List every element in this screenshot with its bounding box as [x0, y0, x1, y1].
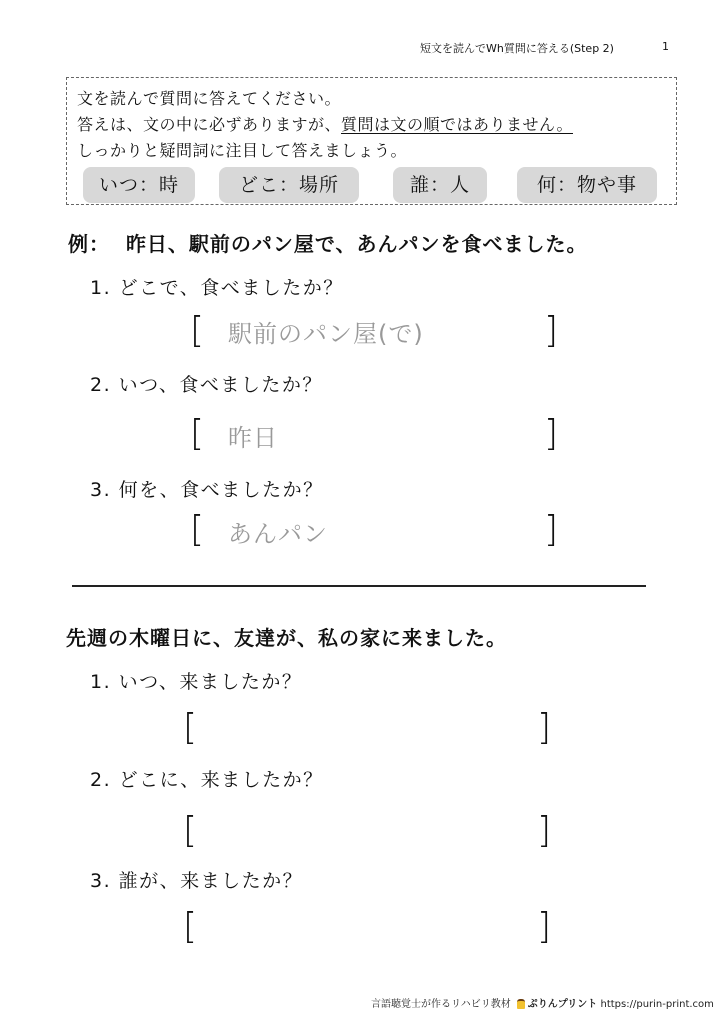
exercise-question-1: 1. いつ、来ましたか？ — [90, 671, 303, 693]
bracket-close: ] — [544, 413, 559, 454]
chip-where: どこ：場所 — [219, 167, 359, 203]
exercise-question-3: 3. 誰が、来ましたか？ — [90, 870, 304, 892]
example-question-2: 2. いつ、食べましたか？ — [90, 374, 323, 396]
footer-tagline: 言語聴覚士が作るリハビリ教材 — [371, 999, 511, 1010]
bracket-open: [ — [190, 310, 205, 351]
bracket-close: ] — [537, 906, 552, 947]
exercise-question-2: 2. どこに、来ましたか？ — [90, 769, 324, 791]
footer-brand: ぷりんプリント — [527, 999, 598, 1010]
example-question-3: 3. 何を、食べましたか？ — [90, 479, 324, 501]
bracket-open: [ — [183, 810, 198, 851]
pudding-icon — [517, 999, 525, 1009]
instruction-line-1: 文を読んで質問に答えてください。 — [77, 89, 342, 108]
bracket-close: ] — [544, 310, 559, 351]
example-answer-1: 駅前のパン屋(で) — [228, 320, 424, 348]
instruction-line-2-text: 答えは、文の中に必ずありますが、 — [77, 115, 342, 134]
instruction-line-3: しっかりと疑問詞に注目して答えましょう。 — [77, 141, 408, 160]
section-divider — [72, 585, 646, 587]
exercise-sentence: 先週の木曜日に、友達が、私の家に来ました。 — [66, 626, 507, 650]
bracket-open: [ — [183, 906, 198, 947]
chip-when: いつ：時 — [83, 167, 195, 203]
example-answer-2: 昨日 — [228, 424, 278, 452]
page-header-title: 短文を読んでWh質問に答える(Step 2) — [420, 42, 614, 55]
bracket-close: ] — [537, 707, 552, 748]
example-sentence — [68, 228, 588, 257]
example-label: 例： — [68, 232, 110, 256]
chip-what: 何：物や事 — [517, 167, 657, 203]
example-sentence-text: 昨日、駅前のパン屋で、あんパンを食べました。 — [125, 232, 588, 256]
page-number: 1 — [662, 40, 669, 53]
bracket-open: [ — [190, 509, 205, 550]
bracket-close: ] — [544, 509, 559, 550]
bracket-open: [ — [190, 413, 205, 454]
chip-who: 誰：人 — [393, 167, 487, 203]
bracket-close: ] — [537, 810, 552, 851]
instruction-line-2 — [77, 112, 573, 135]
footer — [371, 995, 714, 1010]
example-question-1: 1. どこで、食べましたか？ — [90, 277, 344, 299]
bracket-open: [ — [183, 707, 198, 748]
example-answer-3: あんパン — [228, 520, 328, 548]
instructions-box — [66, 77, 677, 205]
instruction-line-2-underlined: 質問は文の順ではありません。 — [341, 115, 573, 134]
footer-url[interactable]: https://purin-print.com — [600, 999, 714, 1010]
